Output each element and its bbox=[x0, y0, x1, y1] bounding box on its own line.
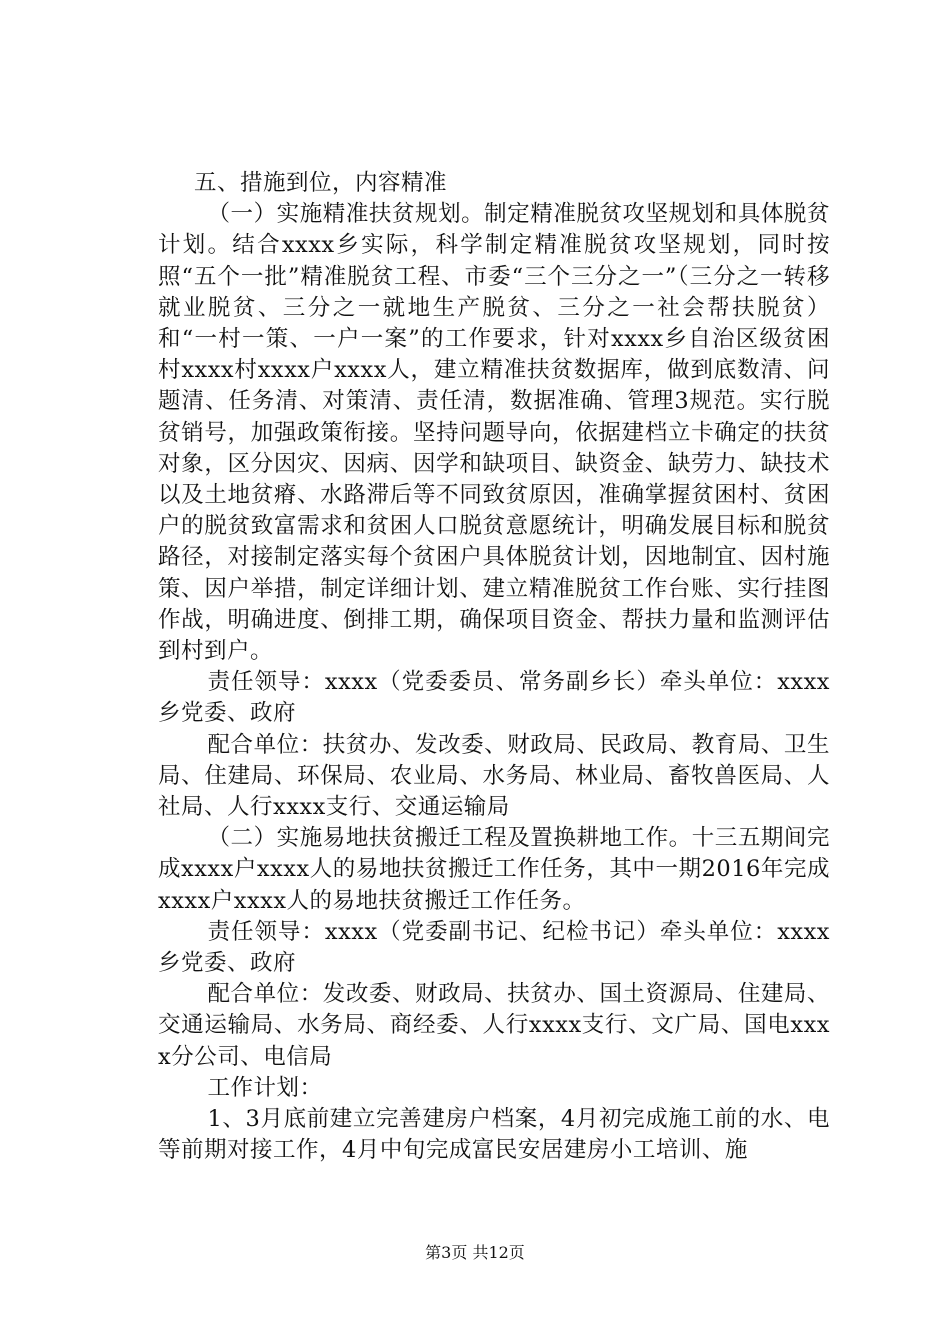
section-heading: 五、措施到位，内容精准 bbox=[194, 170, 448, 196]
paragraph-relocation: （二）实施易地扶贫搬迁工程及置换耕地工作。十三五期间完成xxxx户xxxx人的易地扶贫搬迁工作任务，其中一期2016年完成xxxx户xxxx人的易地扶贫搬迁工作任务。 bbox=[158, 825, 830, 914]
page-footer: 第3页 共12页 bbox=[425, 1243, 525, 1262]
paragraph-work-plan-heading: 工作计划： bbox=[207, 1074, 323, 1101]
paragraph-responsible-leader-1: 责任领导：xxxx（党委委员、常务副乡长）牵头单位：xxxx乡党委、政府 bbox=[158, 669, 830, 727]
paragraph-cooperating-units-1: 配合单位：扶贫办、发改委、财政局、民政局、教育局、卫生局、住建局、环保局、农业局、水务局、林业局、畜牧兽医局、人社局、人行xxxx支行、交通运输局 bbox=[158, 731, 830, 821]
paragraph-planning: （一）实施精准扶贫规划。制定精准脱贫攻坚规划和具体脱贫计划。结合xxxx乡实际，科学制定精准脱贫攻坚规划，同时按照“五个一批”精准脱贫工程、市委“三个三分之一”（三分之一转移就业脱贫、三分之一就地生产脱贫、三分之一社会帮扶脱贫）和“一村一策、一户一案”的工作要求，针对xxxx乡自治区级贫困村xxxx村xxxx户xxxx人，建立精准扶贫数据库，做到底数清、问题清、任务清、对策清、责任清，数据准确、管理3规范。实行脱贫销号，加强政策衔接。坚持问题导向，依据建档立卡确定的扶贫对象，区分因灾、因病、因学和缺项目、缺资金、缺劳力、缺技术以及土地贫瘠、水路滞后等不同致贫原因，准确掌握贫困村、贫困户的脱贫致富需求和贫困人口脱贫意愿统计，明确发展目标和脱贫路径，对接制定落实每个贫困户具体脱贫计划，因地制宜、因村施策、因户举措，制定详细计划、建立精准脱贫工作台账、实行挂图作战，明确进度、倒排工期，确保项目资金、帮扶力量和监测评估到村到户。 bbox=[158, 201, 830, 665]
paragraph-responsible-leader-2: 责任领导：xxxx（党委副书记、纪检书记）牵头单位：xxxx乡党委、政府 bbox=[158, 918, 830, 977]
paragraph-cooperating-units-2: 配合单位：发改委、财政局、扶贫办、国土资源局、住建局、交通运输局、水务局、商经委、人行xxxx支行、文广局、国电xxxx分公司、电信局 bbox=[158, 981, 830, 1070]
paragraph-work-plan-item-1: 1、3月底前建立完善建房户档案，4月初完成施工前的水、电等前期对接工作，4月中旬完成富民安居建房小工培训、施 bbox=[158, 1106, 830, 1164]
document-body bbox=[158, 168, 830, 1167]
